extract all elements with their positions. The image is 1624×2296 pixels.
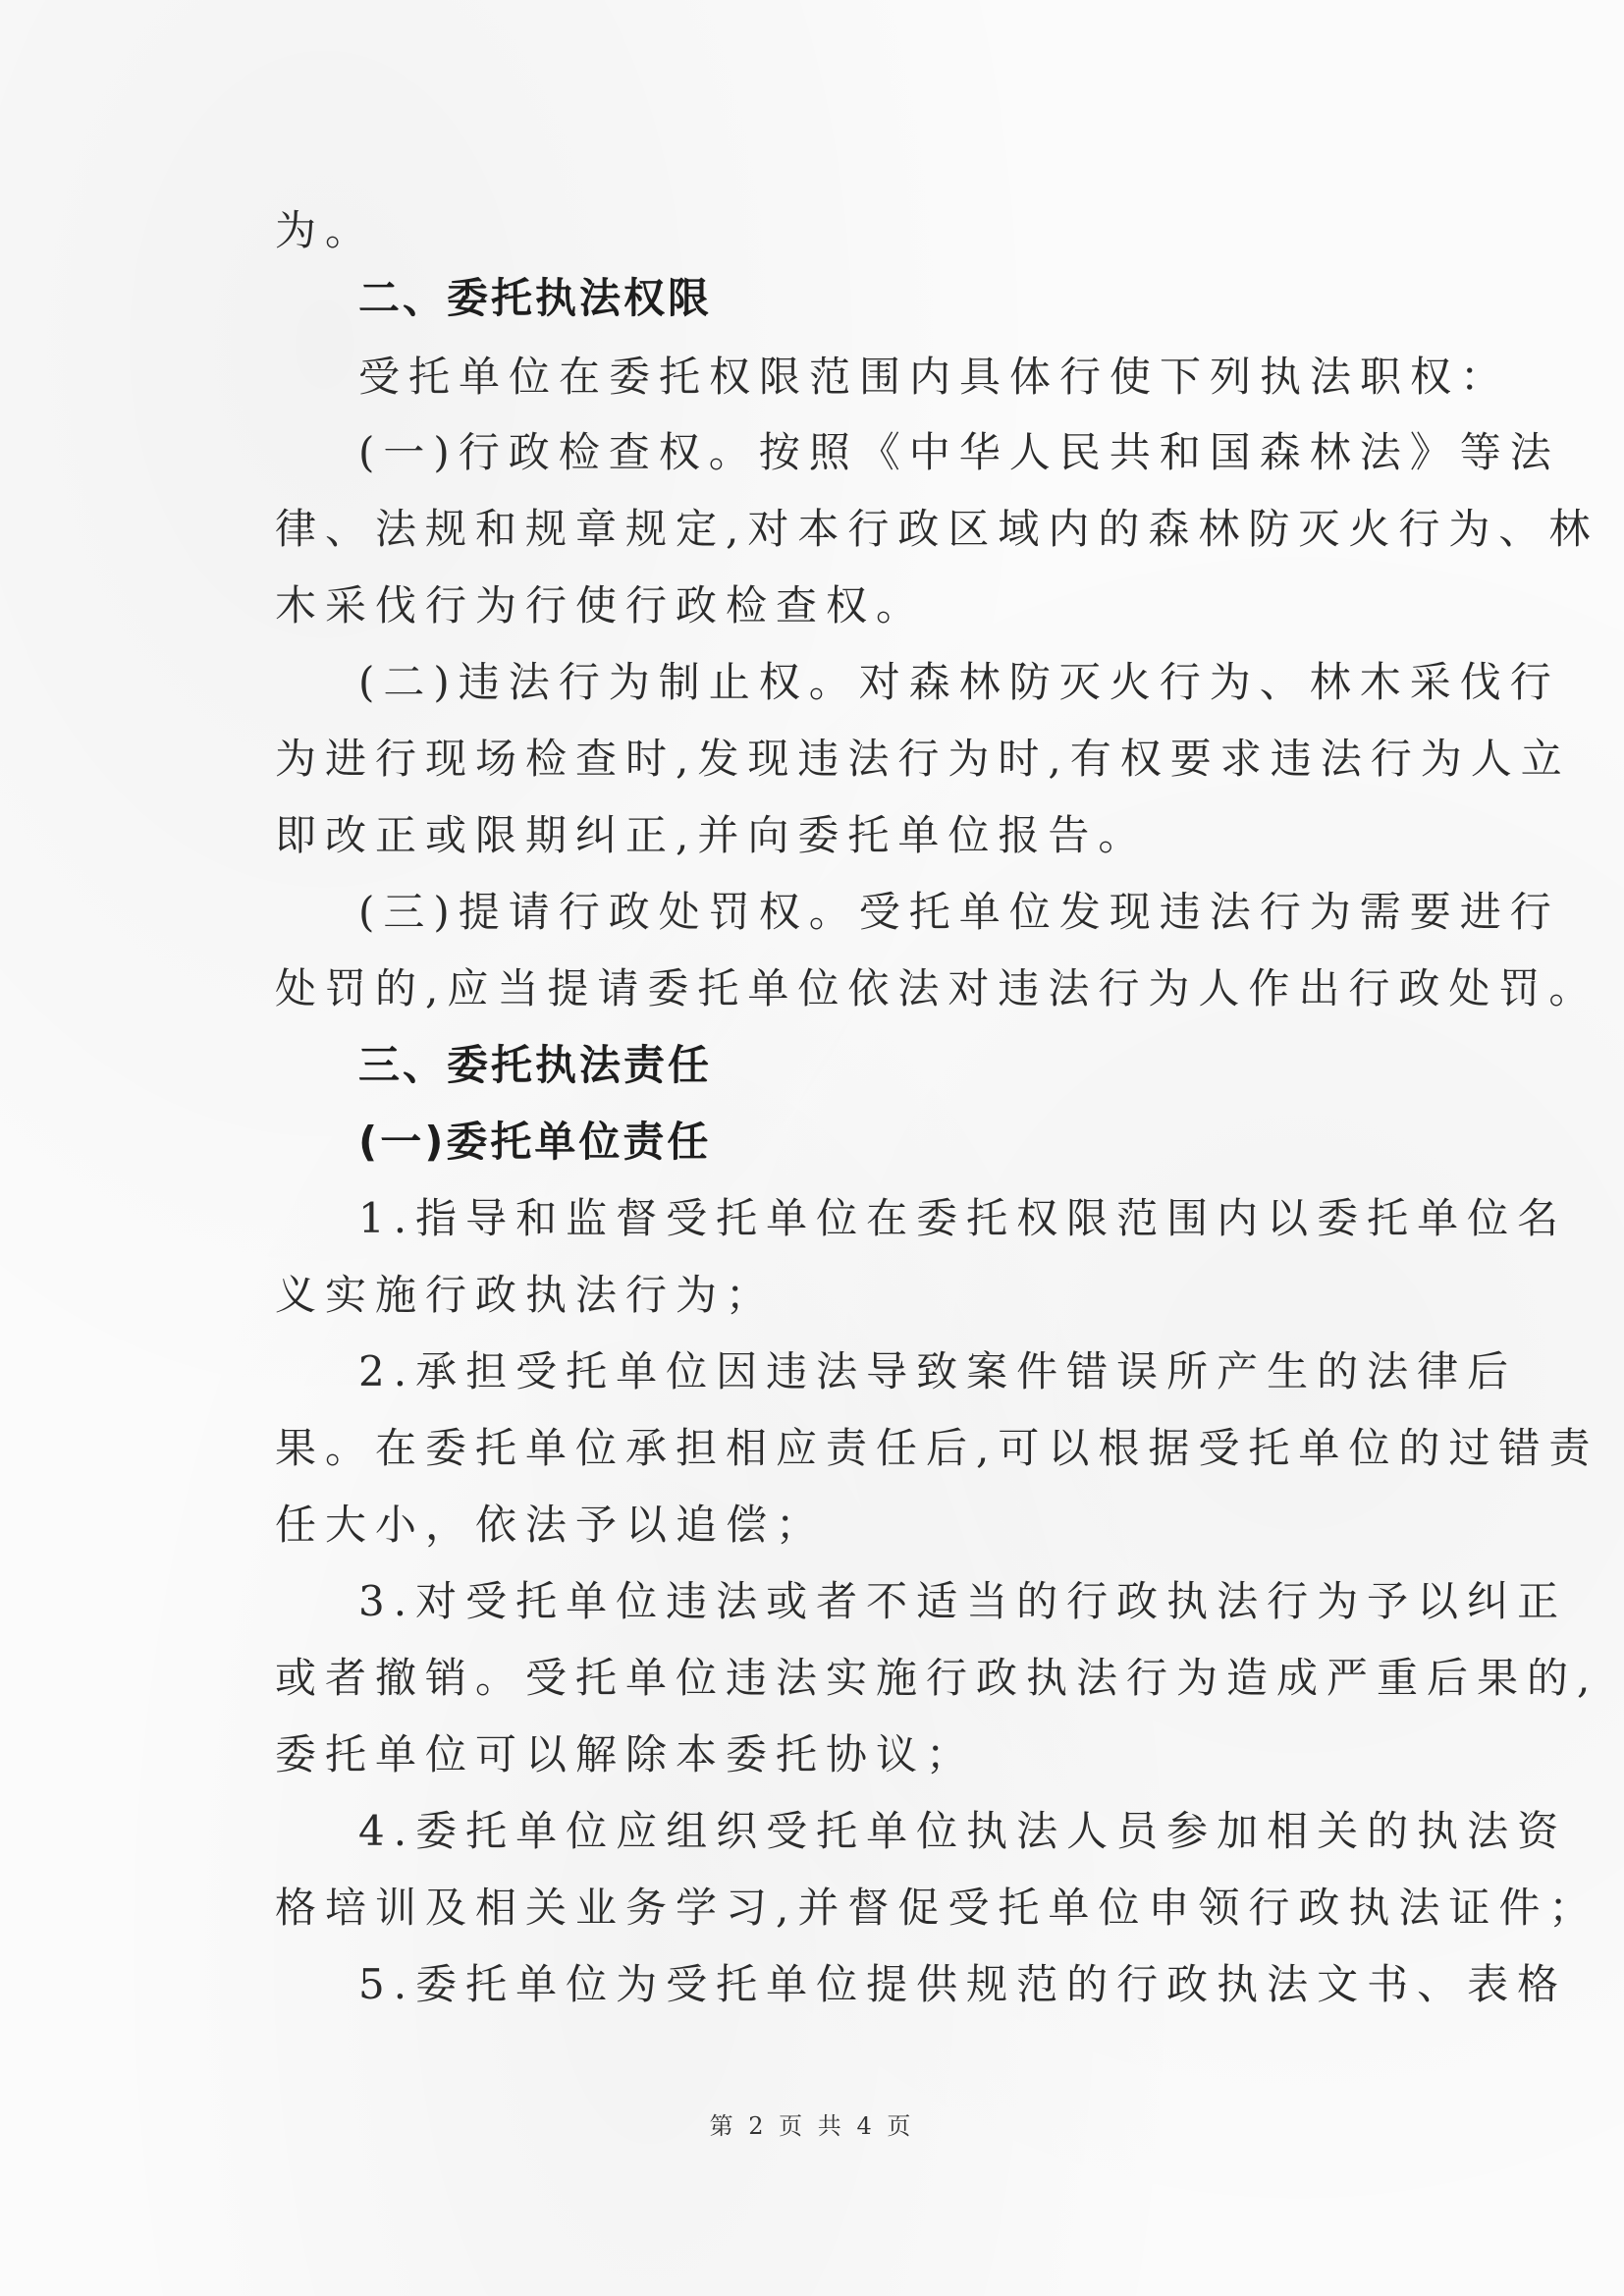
clause-1-line: 木采伐行为行使行政检查权。 bbox=[275, 581, 927, 629]
item-1-line: 义实施行政执法行为； bbox=[275, 1271, 777, 1319]
clause-1-line: 律、法规和规章规定,对本行政区域内的森林防灭火行为、林 bbox=[275, 505, 1599, 553]
paragraph-continuation: 为。 bbox=[275, 206, 376, 254]
clause-2-line: 为进行现场检查时,发现违法行为时,有权要求违法行为人立 bbox=[275, 735, 1571, 783]
clause-2-line: 即改正或限期纠正,并向委托单位报告。 bbox=[275, 811, 1149, 859]
body-line: 受托单位在委托权限范围内具体行使下列执法职权： bbox=[358, 353, 1511, 401]
section-heading-3: 三、委托执法责任 bbox=[358, 1041, 713, 1089]
clause-2-line: (二)违法行为制止权。对森林防灭火行为、林木采伐行 bbox=[358, 658, 1560, 706]
section-heading-2: 二、委托执法权限 bbox=[358, 274, 713, 322]
clause-3-line: 处罚的,应当提请委托单位依法对违法行为人作出行政处罚。 bbox=[275, 964, 1599, 1012]
item-3-line: 3.对受托单位违法或者不适当的行政执法行为予以纠正 bbox=[358, 1577, 1568, 1625]
item-3-line: 委托单位可以解除本委托协议； bbox=[275, 1730, 977, 1778]
item-3-line: 或者撤销。受托单位违法实施行政执法行为造成严重后果的, bbox=[275, 1654, 1599, 1702]
item-5-line: 5.委托单位为受托单位提供规范的行政执法文书、表格 bbox=[358, 1960, 1568, 2008]
item-1-line: 1.指导和监督受托单位在委托权限范围内以委托单位名 bbox=[358, 1194, 1568, 1242]
page-number: 第 2 页 共 4 页 bbox=[709, 2112, 915, 2140]
item-2-line: 任大小，依法予以追偿； bbox=[275, 1501, 827, 1549]
item-2-line: 2.承担受托单位因违法导致案件错误所产生的法律后 bbox=[358, 1347, 1518, 1395]
item-4-line: 4.委托单位应组织受托单位执法人员参加相关的执法资 bbox=[358, 1807, 1568, 1855]
clause-1-line: (一)行政检查权。按照《中华人民共和国森林法》等法 bbox=[358, 428, 1560, 476]
subsection-heading: (一)委托单位责任 bbox=[358, 1118, 712, 1166]
item-2-line: 果。在委托单位承担相应责任后,可以根据受托单位的过错责 bbox=[275, 1424, 1599, 1472]
clause-3-line: (三)提请行政处罚权。受托单位发现违法行为需要进行 bbox=[358, 888, 1560, 936]
item-4-line: 格培训及相关业务学习,并督促受托单位申领行政执法证件； bbox=[275, 1884, 1599, 1932]
